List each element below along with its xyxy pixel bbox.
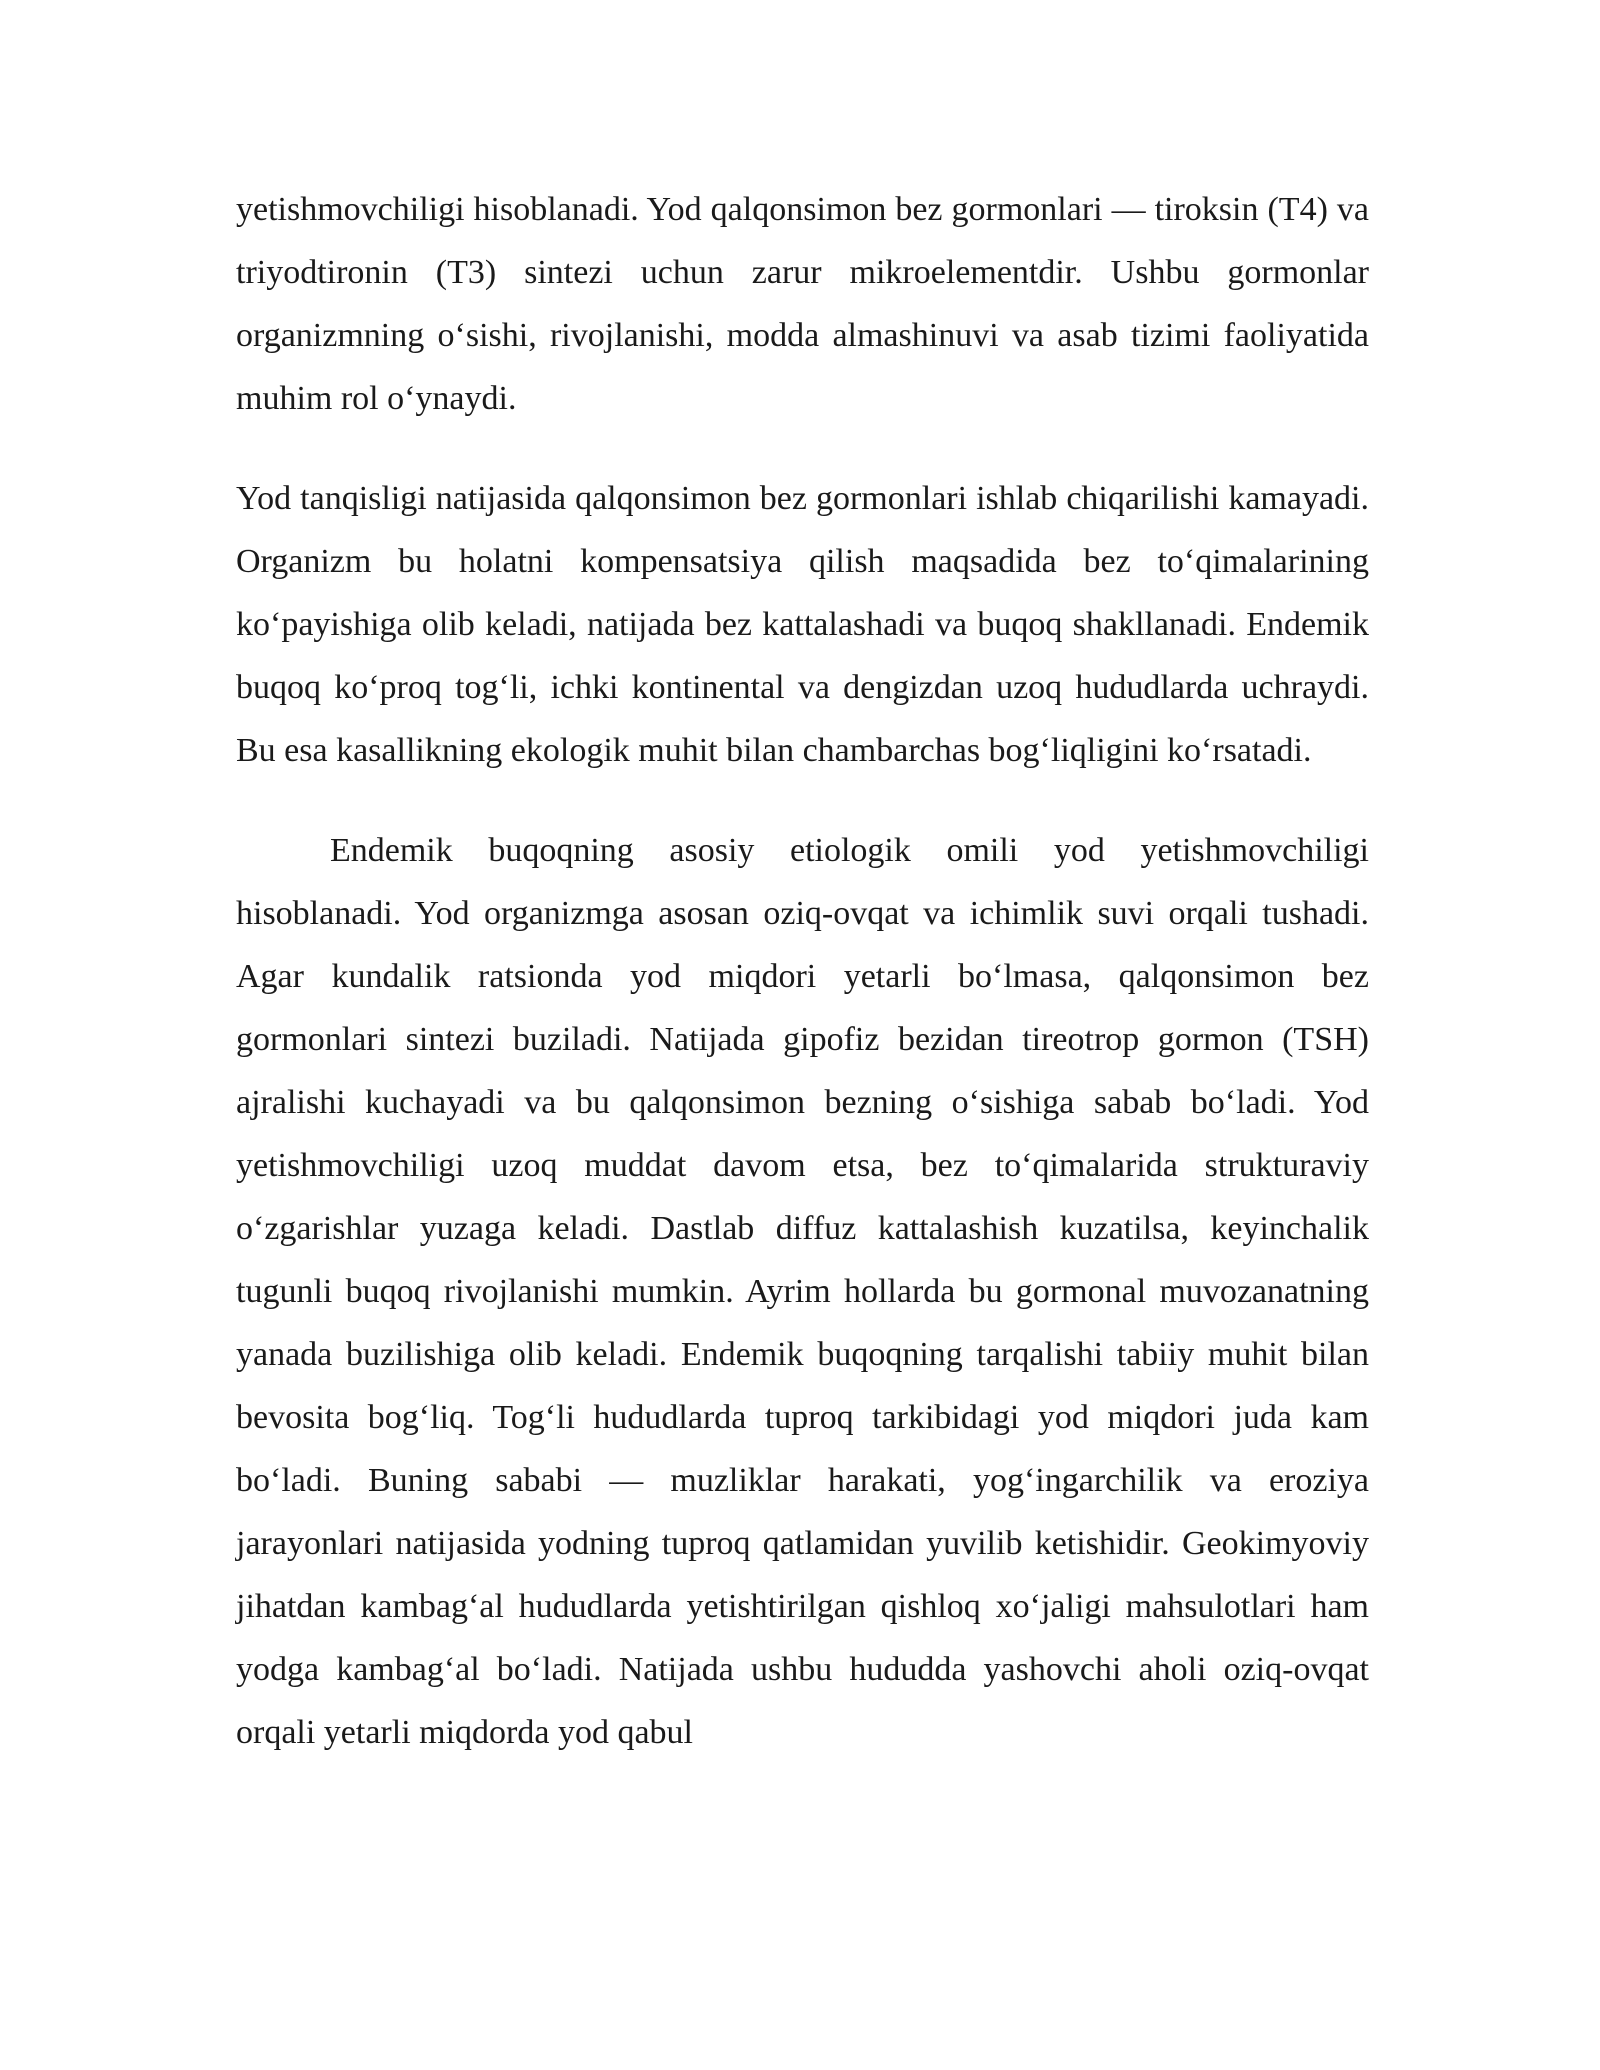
body-text: [236, 178, 1369, 1801]
paragraph: Yod tanqisligi natijasida qalqonsimon bez gormonlari ishlab chiqarilishi kamayadi. Organizm bu holatni kompensatsiya qilish maqsadida bez to‘qimalarining ko‘payishiga olib keladi, natijada bez kattalashadi va buqoq shakllanadi. Endemik buqoq ko‘proq tog‘li, ichki kontinental va dengizdan uzoq hududlarda uchraydi. Bu esa kasallikning ekologik muhit bilan chambarchas bog‘liqligini ko‘rsatadi.: [236, 480, 1369, 769]
paragraph: yetishmovchiligi hisoblanadi. Yod qalqonsimon bez gormonlari — tiroksin (T4) va triyodtironin (T3) sintezi uchun zarur mikroelementdir. Ushbu gormonlar organizmning o‘sishi, rivojlanishi, modda almashinuvi va asab tizimi faoliyatida muhim rol o‘ynaydi.: [236, 191, 1369, 417]
paragraph: Endemik buqoqning asosiy etiologik omili yod yetishmovchiligi hisoblanadi. Yod organizmga asosan oziq-ovqat va ichimlik suvi orqali tushadi. Agar kundalik ratsionda yod miqdori yetarli bo‘lmasa, qalqonsimon bez gormonlari sintezi buziladi. Natijada gipofiz bezidan tireotrop gormon (TSH) ajralishi kuchayadi va bu qalqonsimon bezning o‘sishiga sabab bo‘ladi. Yod yetishmovchiligi uzoq muddat davom etsa, bez to‘qimalarida strukturaviy o‘zgarishlar yuzaga keladi. Dastlab diffuz kattalashish kuzatilsa, keyinchalik tugunli buqoq rivojlanishi mumkin. Ayrim hollarda bu gormonal muvozanatning yanada buzilishiga olib keladi. Endemik buqoqning tarqalishi tabiiy muhit bilan bevosita bog‘liq. Tog‘li hududlarda tuproq tarkibidagi yod miqdori juda kam bo‘ladi. Buning sababi — muzliklar harakati, yog‘ingarchilik va eroziya jarayonlari natijasida yodning tuproq qatlamidan yuvilib ketishidir. Geokimyoviy jihatdan kambag‘al hududlarda yetishtirilgan qishloq xo‘jaligi mahsulotlari ham yodga kambag‘al bo‘ladi. Natijada ushbu hududda yashovchi aholi oziq-ovqat orqali yetarli miqdorda yod qabul: [236, 832, 1369, 1751]
